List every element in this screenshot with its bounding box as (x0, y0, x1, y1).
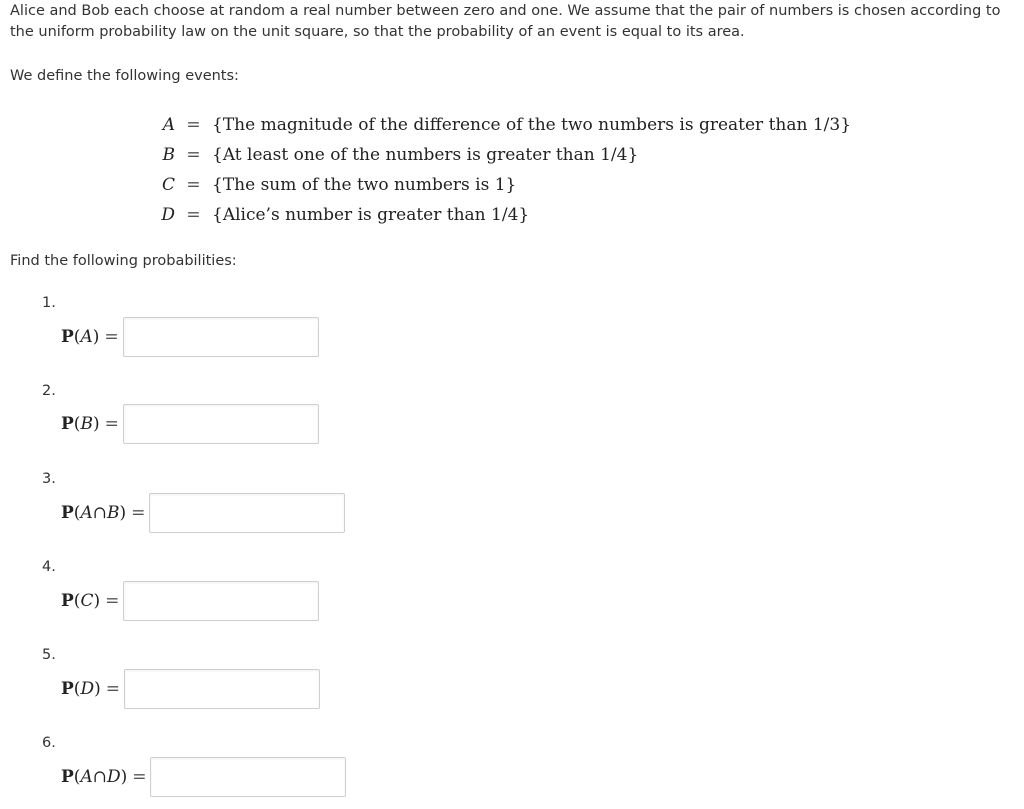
probability-expression: P(C) = (61, 591, 120, 611)
question-number: 2. (42, 383, 56, 399)
event-row-d (140, 200, 851, 230)
answer-input-p-a[interactable] (123, 317, 319, 357)
problem-intro: Alice and Bob each choose at random a real number between zero and one. We assume that the pair of numbers is chosen according to the uniform probability law on the unit square, so that the probability of an event is equal to its area. (10, 3, 1001, 40)
question-number: 5. (42, 647, 56, 663)
question-3 (61, 491, 345, 535)
event-row-b (140, 140, 851, 170)
event-definition: {The magnitude of the difference of the two numbers is greater than 1/3} (212, 115, 852, 135)
event-variable: A (162, 115, 175, 135)
question-1 (61, 315, 319, 359)
question-2 (61, 402, 319, 446)
answer-input-p-a-and-d[interactable] (150, 757, 346, 797)
event-row-a (140, 110, 851, 140)
equals-sign: = (186, 175, 201, 195)
define-events-heading: We define the following events: (10, 68, 239, 84)
event-definition: {The sum of the two numbers is 1} (212, 175, 517, 195)
answer-input-p-d[interactable] (124, 669, 320, 709)
question-number: 1. (42, 295, 56, 311)
probability-expression: P(A∩B) = (61, 503, 146, 523)
event-definitions (140, 110, 851, 230)
answer-input-p-b[interactable] (123, 404, 319, 444)
probability-expression: P(D) = (61, 679, 120, 699)
find-probabilities-heading: Find the following probabilities: (10, 253, 237, 269)
probability-expression: P(A) = (61, 327, 119, 347)
event-definition: {Alice’s number is greater than 1/4} (212, 205, 530, 225)
event-variable: D (161, 205, 175, 225)
answer-input-p-c[interactable] (123, 581, 319, 621)
question-number: 3. (42, 471, 56, 487)
event-variable: B (162, 145, 175, 165)
event-row-c (140, 170, 851, 200)
answer-input-p-a-and-b[interactable] (149, 493, 345, 533)
equals-sign: = (186, 115, 201, 135)
question-4 (61, 579, 319, 623)
equals-sign: = (186, 145, 201, 165)
probability-expression: P(B) = (61, 414, 119, 434)
question-number: 4. (42, 559, 56, 575)
event-definition: {At least one of the numbers is greater than 1/4} (212, 145, 639, 165)
question-number: 6. (42, 735, 56, 751)
probability-expression: P(A∩D) = (61, 767, 147, 787)
question-5 (61, 667, 320, 711)
question-6 (61, 755, 346, 799)
equals-sign: = (186, 205, 201, 225)
event-variable: C (161, 175, 175, 195)
